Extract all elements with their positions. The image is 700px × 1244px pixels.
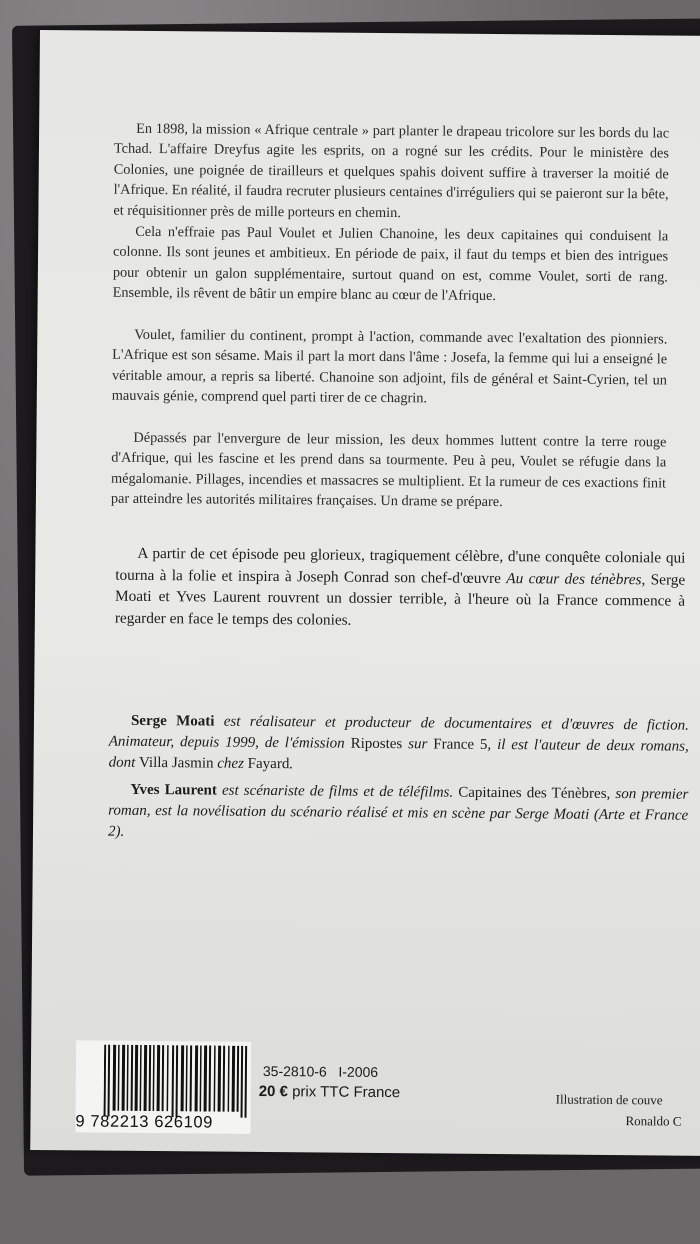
blurb-book-title: Au cœur des ténèbres: [506, 569, 642, 588]
bio1-text-2: sur: [402, 736, 434, 753]
back-cover-page: [30, 30, 700, 1156]
bio1-novel: Villa Jasmin: [138, 754, 214, 772]
author-bio-yves-laurent: [108, 780, 689, 848]
price-line: [259, 1083, 401, 1101]
code-line: [263, 1063, 378, 1080]
summary-paragraph-4: Dépassés par l'envergure de leur mission, les deux hommes luttent contre la terre rouge d'Afrique, qui les fascine et les prend dans sa tourmente. Peu à peu, Voulet se réfugie dans la mégalomanie. Pillages, incendies et massacres se multiplient. Et la rumeur de ces exactions finit par atteindre les autorités militaires françaises. Un drame se prépare.: [110, 429, 667, 511]
bio1-text-4: chez: [213, 755, 248, 772]
summary-paragraph-2: Cela n'effraie pas Paul Voulet et Julien Chanoine, les deux capitaines qui conduisent la colonne. Ils sont jeunes et ambitieux. En période de paix, il faut du temps et bien des intrigues pour obtenir un galon supplémentaire, surtout quand on est, comme Voulet, sorti de rang. Ensemble, ils rêvent de bâtir un empire blanc au cœur de l'Afrique.: [112, 223, 669, 305]
blurb-text-1: A partir de cet épisode peu glorieux, tragiquement célèbre, d'une conquête coloniale qui tourna à la folie et inspira à Joseph Conrad son chef-d'œuvre: [115, 544, 686, 587]
code-2: I-2006: [338, 1063, 379, 1080]
bio1-text-1: est réalisateur et producteur de documentaires et d'œuvres de fiction. Animateur, depuis 1999, de l'émission: [108, 713, 690, 752]
bio2-book: Capitaines des Ténèbres: [458, 784, 607, 802]
code-1: 35-2810-6: [262, 1062, 327, 1080]
illustration-credit-line-2: Ronaldo C: [625, 1113, 682, 1129]
bio1-show: Ripostes: [350, 735, 403, 753]
author-name-2: Yves Laurent: [130, 781, 217, 799]
bio1-text-5: .: [289, 756, 294, 773]
author-name-1: Serge Moati: [130, 712, 215, 730]
illustration-credit-line-1: Illustration de couve: [555, 1091, 663, 1108]
price-value: 20 €: [258, 1082, 289, 1101]
bio2-text-2: , son premier roman, est la novélisation du scénario réalisé et mis en scène par Serge Moati (Arte et France 2).: [107, 785, 689, 840]
bio1-text-3: , il est l'auteur de deux romans, dont: [108, 736, 689, 771]
summary-paragraph-1: En 1898, la mission « Afrique centrale » part planter le drapeau tricolore sur les bords du lac Tchad. L'affaire Dreyfus agite les esprits, on a rogné sur les crédits. Pour le ministère des Colonies, une poignée de tirailleurs et quelques spahis doivent suffire à traverser la moitié de l'Afrique. En réalité, il faudra recruter plusieurs centaines d'irréguliers qui se paieront sur la bête, et réquisitionner près de mille porteurs en chemin.: [113, 120, 670, 221]
bio2-text-1: est scénariste de films et de téléfilms.: [216, 782, 459, 801]
blurb-paragraph: [115, 543, 686, 634]
bio1-publisher: Fayard: [247, 755, 290, 773]
bio1-channel: France 5: [433, 736, 488, 753]
summary-paragraph-3: Voulet, familier du continent, prompt à l'action, commande avec l'exaltation des pionniers. L'Afrique est son sésame. Mais il part la mort dans l'âme : Josefa, la femme qui lui a enseigné le véritable amour, a repris sa liberté. Chanoine son adjoint, fils de général et Saint-Cyrien, tel un mauvais génie, comprend quel parti tirer de ce chagrin.: [111, 326, 668, 407]
blurb-text-2: , Serge Moati et Yves Laurent rouvrent un dossier terrible, à l'heure où la France commence à regarder en face le temps des colonies.: [114, 570, 686, 629]
price-label: prix TTC France: [292, 1083, 401, 1102]
isbn-barcode: [75, 1040, 251, 1134]
barcode-bars: [104, 1045, 255, 1118]
author-bio-serge-moati: [109, 711, 690, 779]
barcode-number: 9 782213 626109: [75, 1112, 214, 1132]
